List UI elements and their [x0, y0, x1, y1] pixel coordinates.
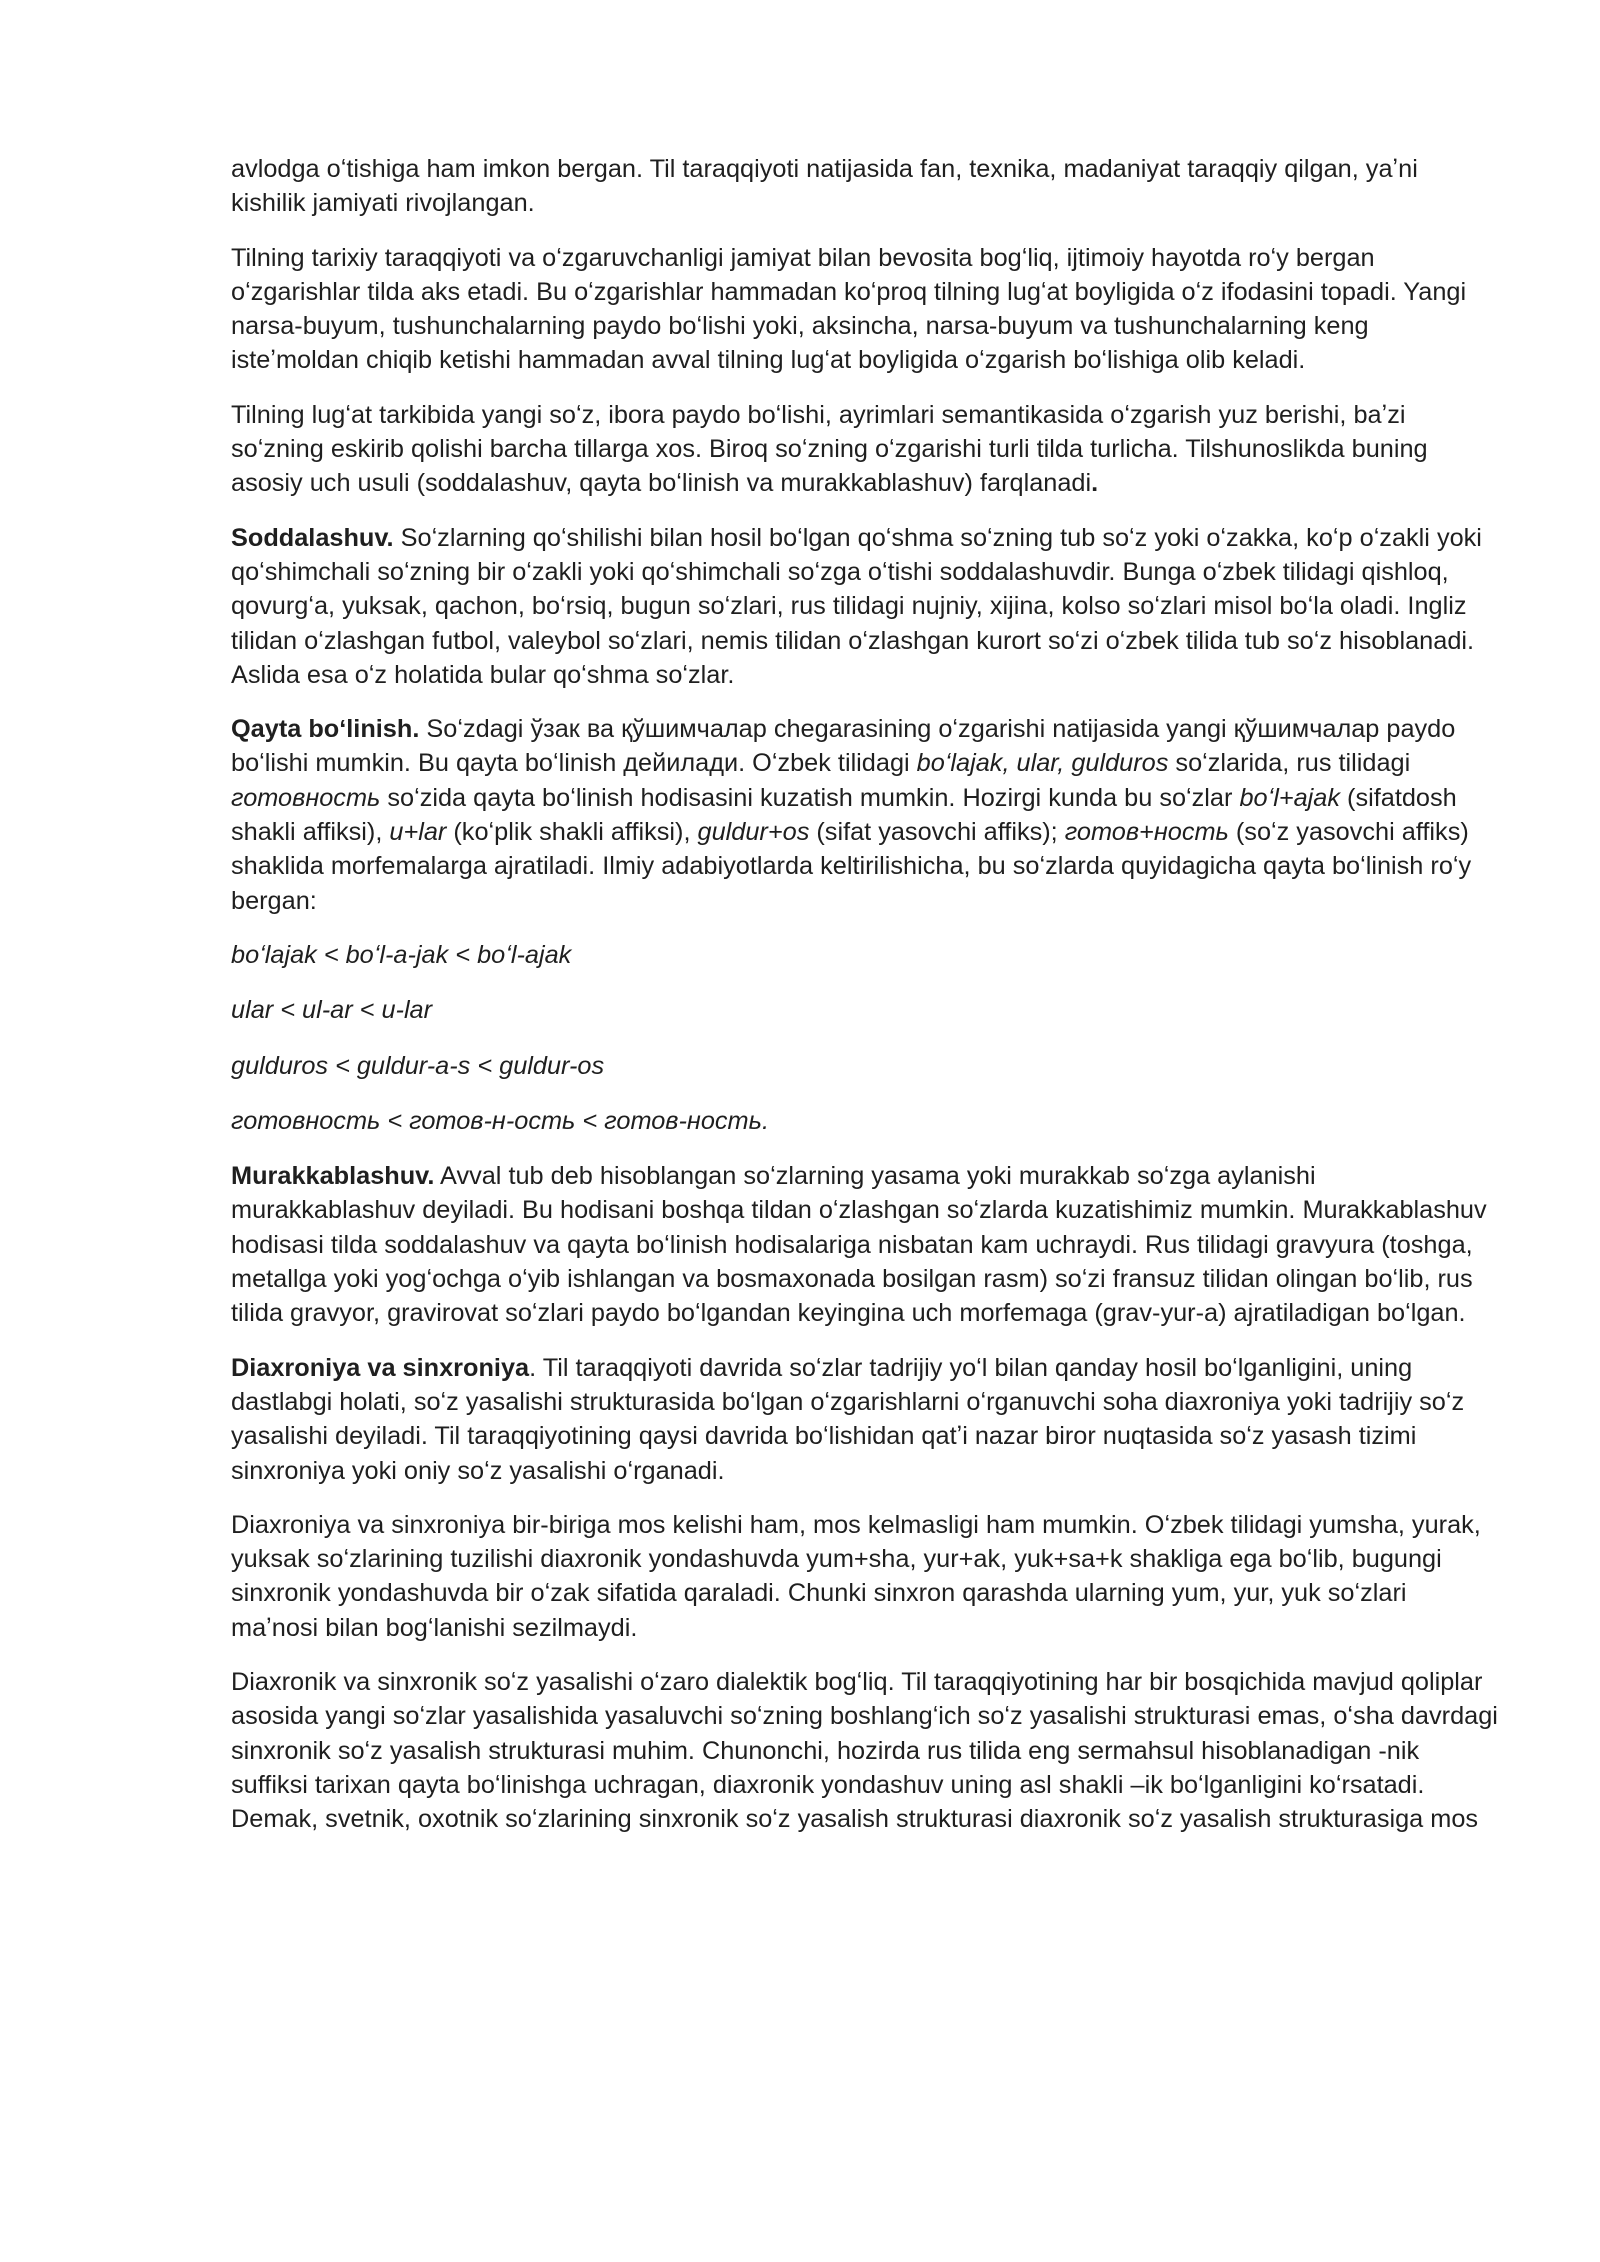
- paragraph-qayta-bolinish: Qayta boʻlinish. Soʻzdagi ўзак ва қўшимчалар chegarasining oʻzgarishi natijasida yangi қўшимчалар paydo boʻlishi mumkin. Bu qayta boʻlinish дейилади. Oʻzbek tilidagi boʻlajak, ular, gulduros soʻzlarida, rus tilidagi готовность soʻzida qayta boʻlinish hodisasini kuzatish mumkin. Hozirgi kunda bu soʻzlar boʻl+ajak (sifatdosh shakli affiksi), u+lar (koʻplik shakli affiksi), guldur+os (sifat yasovchi affiks); готов+ность (soʻz yasovchi affiks) shaklida morfemalarga ajratiladi. Ilmiy adabiyotlarda keltirilishicha, bu soʻzlarda quyidagicha qayta boʻlinish roʻy bergan:: [231, 715, 1472, 915]
- term-heading: Soddalashuv.: [231, 523, 394, 552]
- paragraph-dialectic-relation: Diaxronik va sinxronik soʻz yasalishi oʻzaro dialektik bogʻliq. Til taraqqiyotining har bir bosqichida mavjud qoliplar asosida yangi soʻzlar yasalishida yasaluvchi soʻzning boshlangʻich soʻz yasalishi strukturasi emas, oʻsha davrdagi sinxronik soʻz yasalish strukturasi muhim. Chunonchi, hozirda rus tilida eng sermahsul hisoblanadigan -nik suffiksi tarixan qayta boʻlinishga uchragan, diaxronik yondashuv uning asl shakli –ik boʻlganligini koʻrsatadi. Demak, svetnik, oxotnik soʻzlarining sinxronik soʻz yasalish strukturasi diaxronik soʻz yasalish strukturasiga mos: [231, 1667, 1498, 1834]
- document-page: [231, 152, 1499, 1856]
- example-line: gulduros < guldur-a-s < guldur-os: [231, 1051, 605, 1080]
- example-line: ular < ul-ar < u-lar: [231, 996, 433, 1025]
- term-heading: Murakkablashuv.: [231, 1162, 435, 1191]
- paragraph-diaxroniya-comparison: Diaxroniya va sinxroniya bir-biriga mos kelishi ham, mos kelmasligi ham mumkin. Oʻzbek tilidagi yumsha, yurak, yuksak soʻzlarining tuzilishi diaxronik yondashuvda yum+sha, yur+ak, yuk+sa+k shakliga ega boʻlib, bugungi sinxronik yondashuvda bir oʻzak sifatida qaraladi. Chunki sinxron qarashda ularning yum, yur, yuk soʻzlari maʼnosi bilan bogʻlanishi sezilmaydi.: [231, 1510, 1481, 1642]
- paragraph-soddalashuv: Soddalashuv. Soʻzlarning qoʻshilishi bilan hosil boʻlgan qoʻshma soʻzning tub soʻz yoki oʻzakka, koʻp oʻzakli yoki qoʻshimchali soʻzning bir oʻzakli yoki qoʻshimchali soʻzga oʻtishi soddalashuvdir. Bunga oʻzbek tilidagi qishloq, qovurgʻa, yuksak, qachon, boʻrsiq, bugun soʻzlari, rus tilidagi nujniy, xijina, kolso soʻzlari misol boʻla oladi. Ingliz tilidan oʻzlashgan futbol, valeybol soʻzlari, nemis tilidan oʻzlashgan kurort soʻzi oʻzbek tilida tub soʻz hisoblanadi. Aslida esa oʻz holatida bular qoʻshma soʻzlar.: [231, 523, 1482, 689]
- example-line: готовность < готов-н-ость < готов-ность.: [231, 1106, 769, 1135]
- paragraph-lexical-change: Tilning lugʻat tarkibida yangi soʻz, ibora paydo boʻlishi, ayrimlari semantikasida oʻzgarish yuz berishi, baʼzi soʻzning eskirib qolishi barcha tillarga xos. Biroq soʻzning oʻzgarishi turli tilda turlicha. Tilshunoslikda buning asosiy uch usuli (soddalashuv, qayta boʻlinish va murakkablashuv) farqlanadi.: [231, 400, 1428, 498]
- term-heading: Diaxroniya va sinxroniya: [231, 1353, 530, 1382]
- term-heading: Qayta boʻlinish.: [231, 715, 420, 744]
- example-line: boʻlajak < boʻl-a-jak < boʻl-ajak: [231, 940, 572, 969]
- paragraph-intro-continued: avlodga oʻtishiga ham imkon bergan. Til taraqqiyoti natijasida fan, texnika, madaniyat taraqqiy qilgan, yaʼni kishilik jamiyati rivojlangan.: [231, 155, 1418, 218]
- paragraph-murakkablashuv: Murakkablashuv. Avval tub deb hisoblangan soʻzlarning yasama yoki murakkab soʻzga aylanishi murakkablashuv deyiladi. Bu hodisani boshqa tildan oʻzlashgan soʻzlarda kuzatishimiz mumkin. Murakkablashuv hodisasi tilda soddalashuv va qayta boʻlinish hodisalariga nisbatan kam uchraydi. Rus tilidagi gravyura (toshga, metallga yoki yogʻochga oʻyib ishlangan va bosmaxonada bosilgan rasm) soʻzi fransuz tilidan olingan boʻlib, rus tilida gravyor, gravirovat soʻzlari paydo boʻlgandan keyingina uch morfemaga (grav-yur-a) ajratiladigan boʻlgan.: [231, 1162, 1487, 1328]
- paragraph-diaxroniya-sinxroniya: Diaxroniya va sinxroniya. Til taraqqiyoti davrida soʻzlar tadrijiy yoʻl bilan qanday hosil boʻlganligini, uning dastlabgi holati, soʻz yasalishi strukturasida boʻlgan oʻzgarishlarni oʻrganuvchi soha diaxroniya yoki tadrijiy soʻz yasalishi deyiladi. Til taraqqiyotining qaysi davrida boʻlishidan qatʼi nazar biror nuqtasida soʻz yasash tizimi sinxroniya yoki oniy soʻz yasalishi oʻrganadi.: [231, 1353, 1465, 1485]
- paragraph-historical-development: Tilning tarixiy taraqqiyoti va oʻzgaruvchanligi jamiyat bilan bevosita bogʻliq, ijtimoiy hayotda roʻy bergan oʻzgarishlar tilda aks etadi. Bu oʻzgarishlar hammadan koʻproq tilning lugʻat boyligida oʻz ifodasini topadi. Yangi narsa-buyum, tushunchalarning paydo boʻlishi yoki, aksincha, narsa-buyum va tushunchalarning keng isteʼmoldan chiqib ketishi hammadan avval tilning lugʻat boyligida oʻzgarish boʻlishiga olib keladi.: [231, 243, 1467, 375]
